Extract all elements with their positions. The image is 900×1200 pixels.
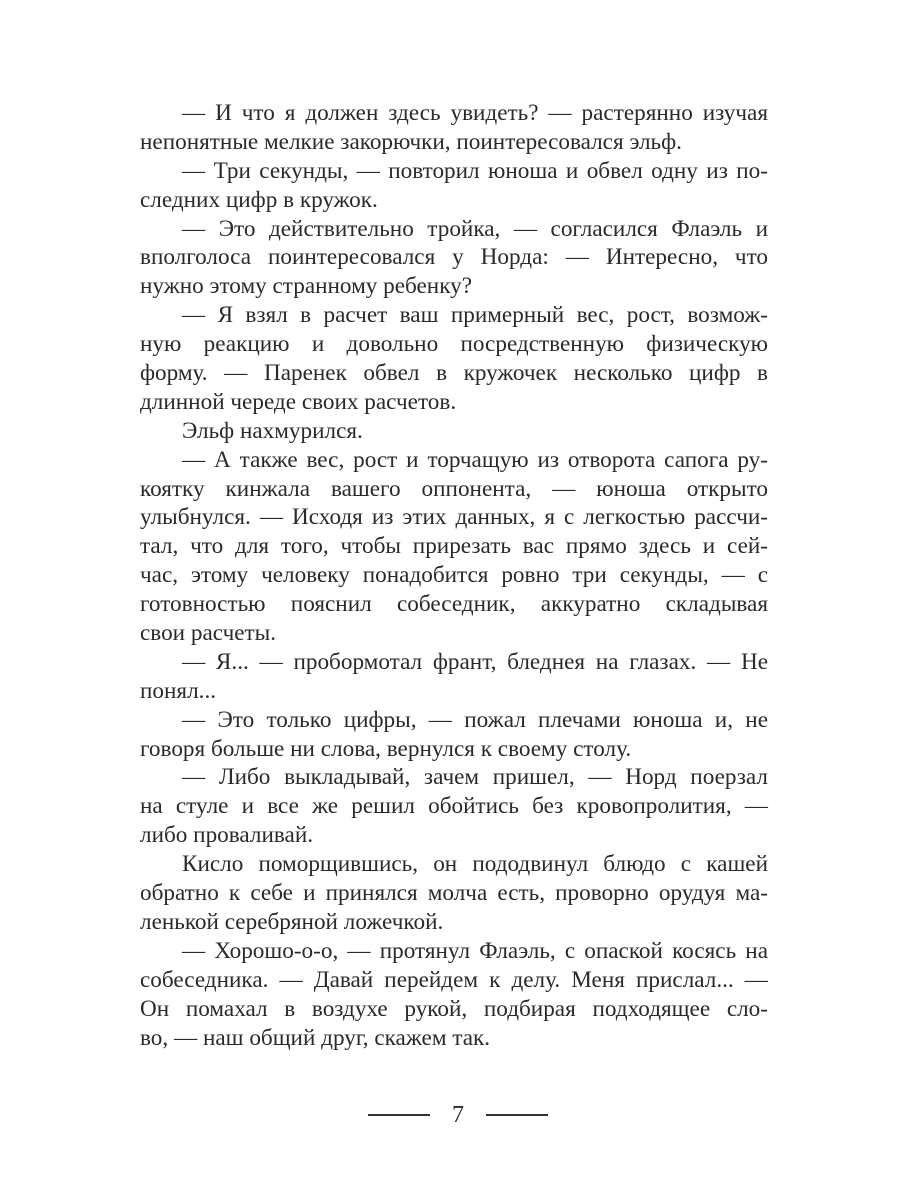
text-line: непонятные мелкие закорючки, поинтересовался эльф.	[140, 128, 682, 155]
text-line: тал, что для того, чтобы прирезать вас прямо здесь и сей-	[140, 533, 768, 560]
text-line: — Три секунды, — повторил юноша и обвел одну из по-	[182, 157, 768, 184]
page-footer	[368, 1097, 548, 1133]
text-line: на стуле и все же решил обойтись без кровопролития, —	[140, 793, 768, 820]
body-text	[140, 99, 768, 1052]
text-line: понял...	[140, 677, 217, 704]
text-line: нужно этому странному ребенку?	[140, 273, 473, 300]
text-line: следних цифр в кружок.	[140, 186, 378, 213]
text-line: — Я... — пробормотал франт, бледнея на глазах. — Не	[182, 648, 768, 675]
text-line: ленькой серебряной ложечкой.	[140, 908, 444, 935]
text-line: — А также вес, рост и торчащую из отворота сапога ру-	[182, 446, 768, 473]
text-line: либо проваливай.	[140, 822, 314, 849]
text-line: Кисло поморщившись, он пододвинул блюдо с кашей	[182, 851, 768, 878]
footer-rule-right	[486, 1114, 548, 1116]
text-line: готовностью пояснил собеседник, аккуратно складывая	[140, 591, 768, 618]
text-line: во, — наш общий друг, скажем так.	[140, 1024, 491, 1051]
text-line: свои расчеты.	[140, 620, 277, 647]
text-line: — Это только цифры, — пожал плечами юноша и, не	[182, 706, 768, 733]
footer-rule-left	[368, 1114, 430, 1116]
text-line: — Это действительно тройка, — согласился Флаэль и	[182, 215, 768, 242]
text-line: говоря больше ни слова, вернулся к своему столу.	[140, 735, 632, 762]
text-line: собеседника. — Давай перейдем к делу. Меня прислал... —	[140, 966, 768, 993]
text-line: — Либо выкладывай, зачем пришел, — Норд поерзал	[182, 764, 768, 791]
text-line: — И что я должен здесь увидеть? — растерянно изучая	[182, 100, 768, 126]
text-line: Он помахал в воздухе рукой, подбирая подходящее сло-	[140, 995, 768, 1022]
text-line: обратно к себе и принялся молча есть, проворно орудуя ма-	[140, 880, 768, 907]
text-line: — Хорошо-о-о, — протянул Флаэль, с опаской косясь на	[182, 937, 768, 964]
page-number: 7	[452, 1101, 464, 1128]
text-line: Эльф нахмурился.	[182, 417, 363, 444]
text-line: улыбнулся. — Исходя из этих данных, я с легкостью рассчи-	[140, 504, 768, 531]
text-line: длинной череде своих расчетов.	[140, 388, 457, 415]
text-line: — Я взял в расчет ваш примерный вес, рост, возмож-	[182, 302, 768, 329]
text-line: коятку кинжала вашего оппонента, — юноша открыто	[140, 475, 768, 502]
text-line: вполголоса поинтересовался у Норда: — Интересно, что	[140, 244, 768, 271]
text-line: ную реакцию и довольно посредственную физическую	[140, 331, 768, 358]
text-line: час, этому человеку понадобится ровно три секунды, — с	[140, 562, 768, 589]
text-line: форму. — Паренек обвел в кружочек несколько цифр в	[140, 360, 768, 387]
